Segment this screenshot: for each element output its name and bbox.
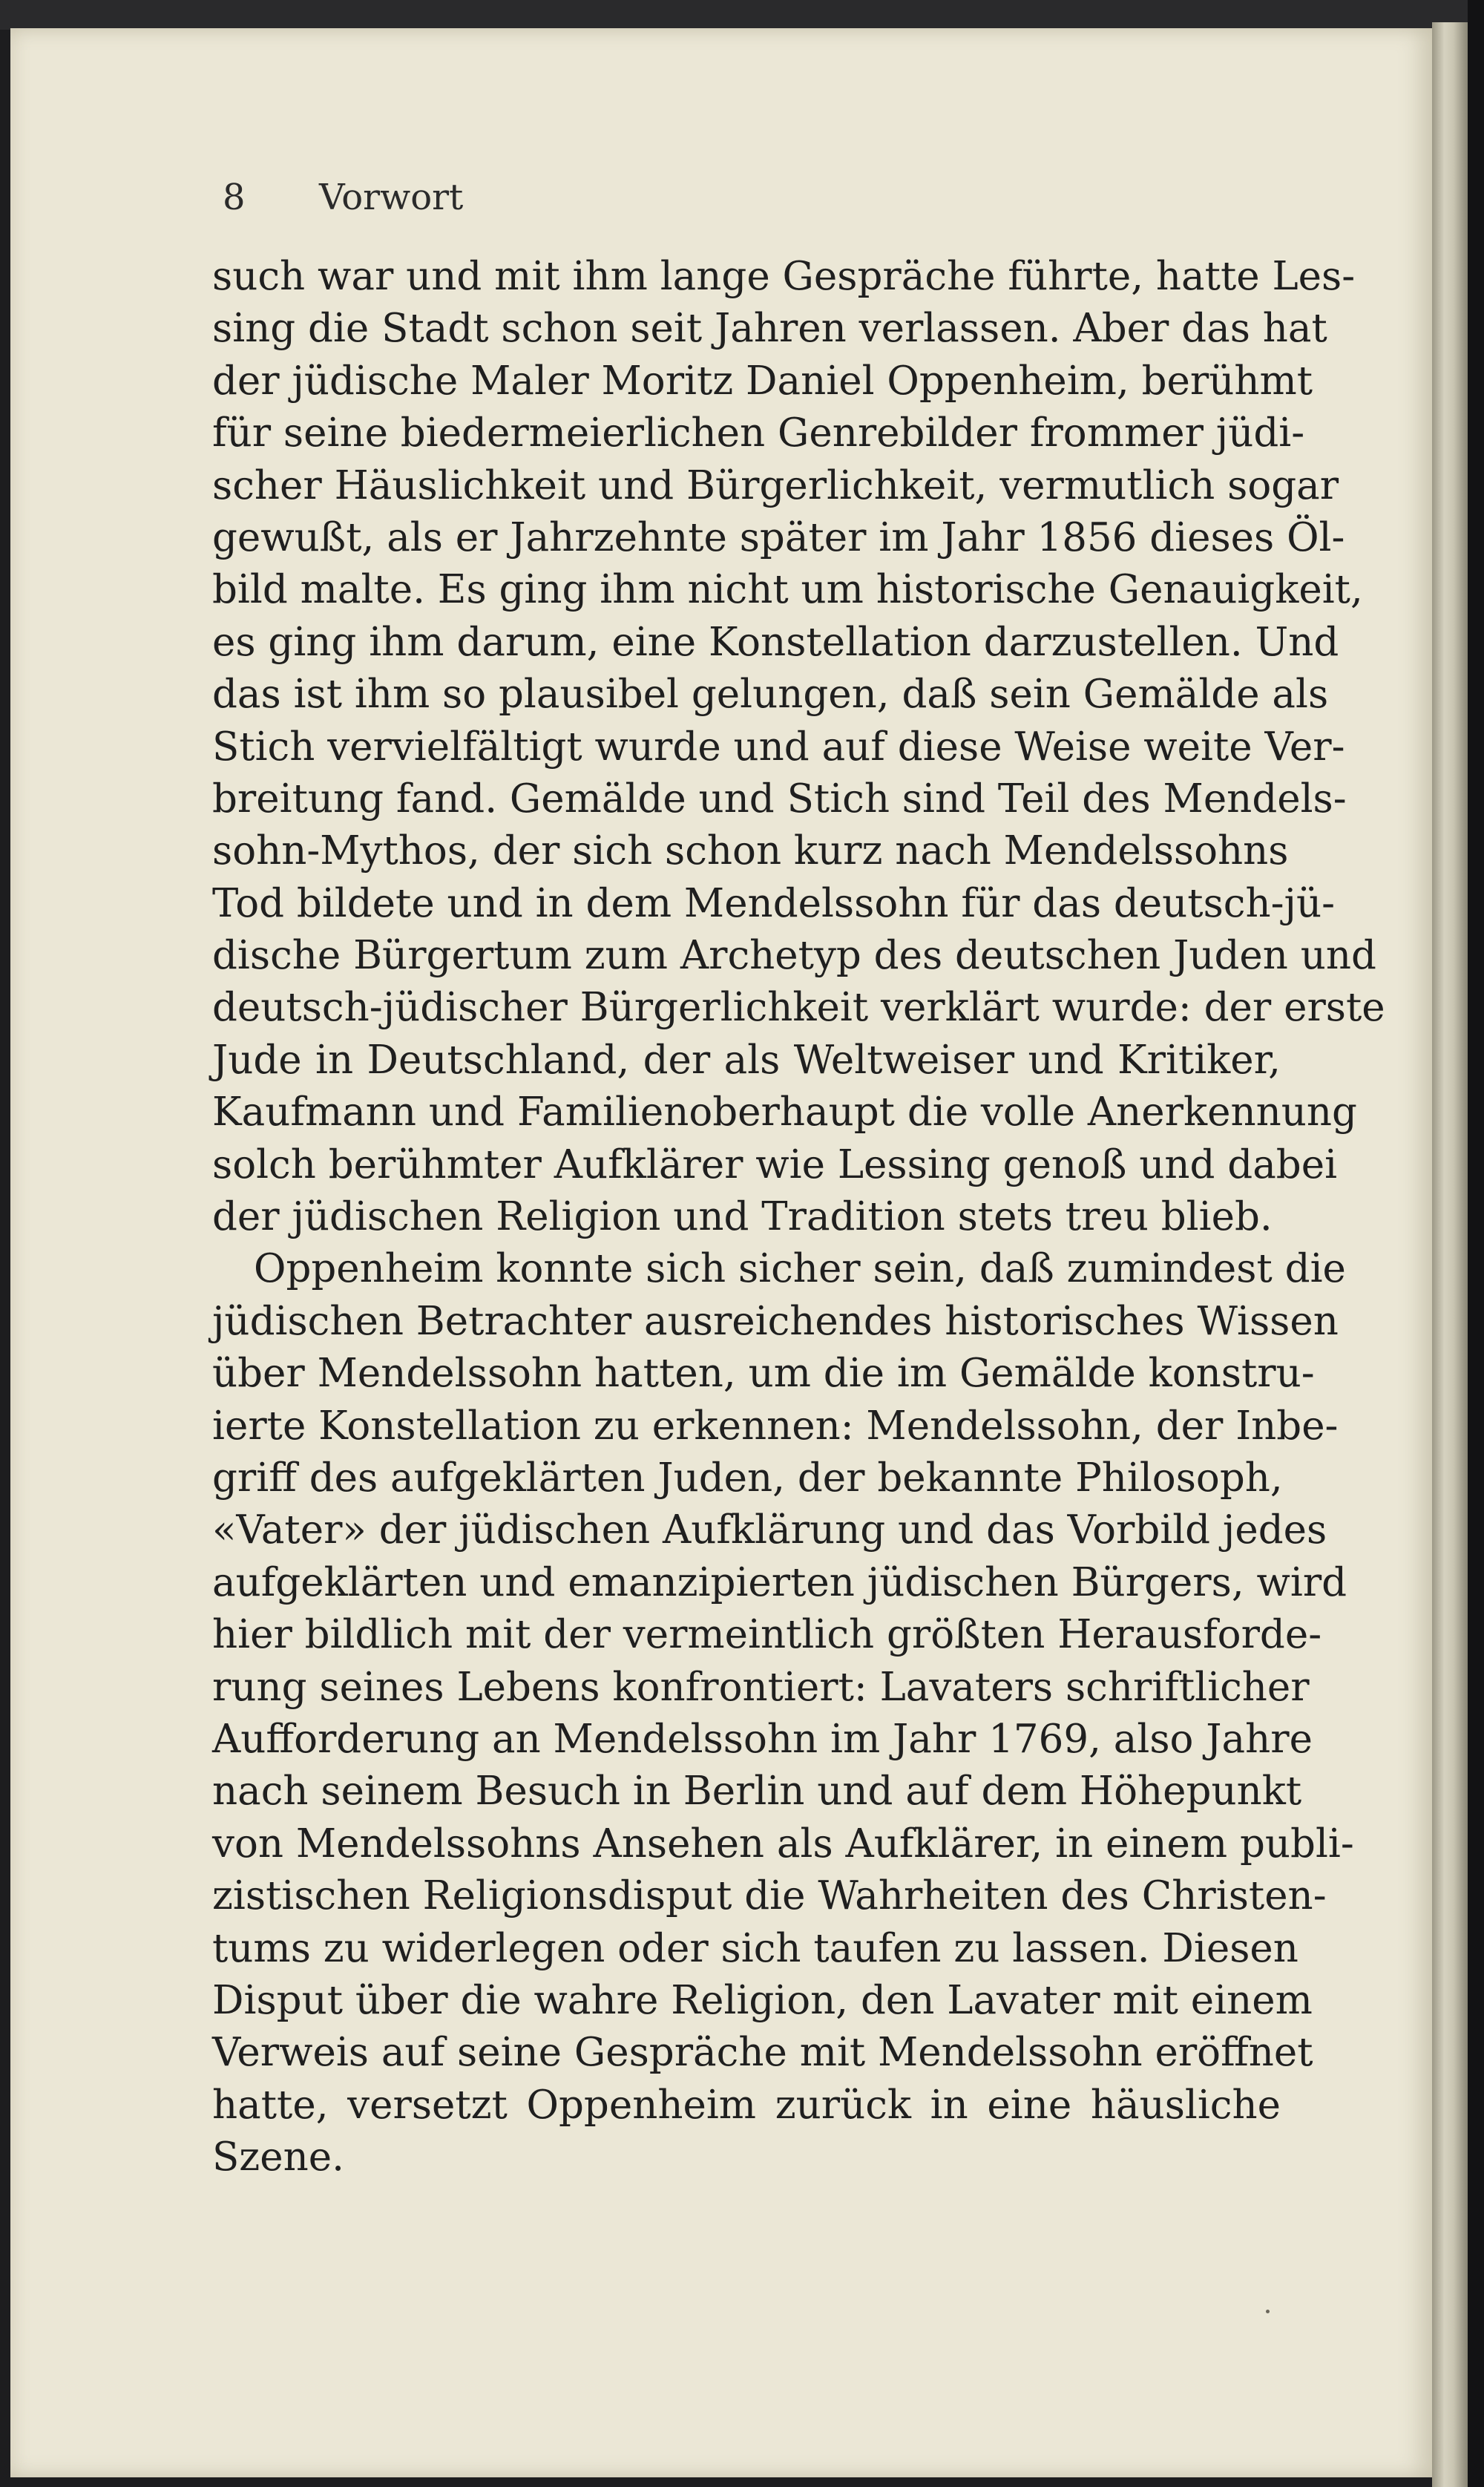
text-line: Kaufmann und Familienoberhaupt die volle Anerkennung	[212, 1090, 1357, 1136]
text-line: das ist ihm so plausibel gelungen, daß sein Gemälde als	[212, 672, 1329, 718]
paper-speck	[1266, 2310, 1270, 2313]
text-line: von Mendelssohns Ansehen als Aufklärer, in einem publi-	[212, 1821, 1354, 1867]
text-line: such war und mit ihm lange Gespräche führte, hatte Les-	[212, 254, 1356, 299]
paragraph-1	[212, 251, 1385, 1243]
text-line: tums zu widerlegen oder sich taufen zu lassen. Diesen	[212, 1925, 1298, 1971]
text-line: der jüdischen Religion und Tradition stets treu blieb.	[212, 1194, 1273, 1240]
text-line: hatte, versetzt Oppenheim zurück in eine häusliche	[212, 2082, 1281, 2128]
text-line: zistischen Religionsdisput die Wahrheiten des Christen-	[212, 1873, 1327, 1919]
scan-background-top	[0, 0, 1484, 30]
text-line: sohn-Mythos, der sich schon kurz nach Mendelssohns	[212, 828, 1289, 874]
text-line: Szene.	[212, 2134, 344, 2180]
text-line: Oppenheim konnte sich sicher sein, daß zumindest die	[254, 1246, 1346, 1292]
text-line: ierte Konstellation zu erkennen: Mendelssohn, der Inbe-	[212, 1403, 1339, 1449]
text-line: Disput über die wahre Religion, den Lavater mit einem	[212, 1977, 1313, 2023]
text-line: Tod bildete und in dem Mendelssohn für das deutsch-jü-	[212, 880, 1335, 926]
text-line: sing die Stadt schon seit Jahren verlassen. Aber das hat	[212, 306, 1327, 352]
text-line: es ging ihm darum, eine Konstellation darzustellen. Und	[212, 619, 1339, 665]
text-line: nach seinem Besuch in Berlin und auf dem Höhepunkt	[212, 1769, 1302, 1815]
text-line: «Vater» der jüdischen Aufklärung und das Vorbild jedes	[212, 1507, 1327, 1553]
text-line: gewußt, als er Jahrzehnte später im Jahr 1856 dieses Öl-	[212, 514, 1345, 560]
paragraph-2	[212, 1243, 1354, 2183]
body-text	[212, 251, 1385, 2183]
page-edge-stack	[1432, 22, 1468, 2487]
text-line: der jüdische Maler Moritz Daniel Oppenheim, berühmt	[212, 358, 1313, 404]
text-line: deutsch-jüdischer Bürgerlichkeit verklärt wurde: der erste	[212, 985, 1385, 1031]
text-line: Stich vervielfältigt wurde und auf diese Weise weite Ver-	[212, 724, 1345, 770]
text-line: Jude in Deutschland, der als Weltweiser und Kritiker,	[212, 1037, 1281, 1083]
text-line: scher Häuslichkeit und Bürgerlichkeit, vermutlich sogar	[212, 462, 1339, 508]
text-line: für seine biedermeierlichen Genrebilder frommer jüdi-	[212, 410, 1305, 456]
running-title: Vorwort	[319, 177, 464, 218]
text-line: Verweis auf seine Gespräche mit Mendelssohn eröffnet	[212, 2030, 1313, 2076]
page-number: 8	[223, 177, 246, 218]
text-line: griff des aufgeklärten Juden, der bekannte Philosoph,	[212, 1455, 1283, 1501]
scan-background-right	[1468, 0, 1484, 2487]
text-line: hier bildlich mit der vermeintlich größten Herausforde-	[212, 1612, 1322, 1658]
text-line: dische Bürgertum zum Archetyp des deutschen Juden und	[212, 933, 1376, 979]
running-header	[223, 177, 463, 218]
text-line: über Mendelssohn hatten, um die im Gemälde konstru-	[212, 1351, 1315, 1397]
text-line: jüdischen Betrachter ausreichendes historisches Wissen	[212, 1298, 1339, 1344]
text-line: solch berühmter Aufklärer wie Lessing genoß und dabei	[212, 1141, 1338, 1187]
text-line: aufgeklärten und emanzipierten jüdischen Bürgers, wird	[212, 1559, 1347, 1605]
text-line: bild malte. Es ging ihm nicht um historische Genauigkeit,	[212, 567, 1363, 613]
text-line: Aufforderung an Mendelssohn im Jahr 1769, also Jahre	[212, 1716, 1313, 1762]
text-line: rung seines Lebens konfrontiert: Lavaters schriftlicher	[212, 1664, 1310, 1710]
text-line: breitung fand. Gemälde und Stich sind Teil des Mendels-	[212, 776, 1347, 822]
